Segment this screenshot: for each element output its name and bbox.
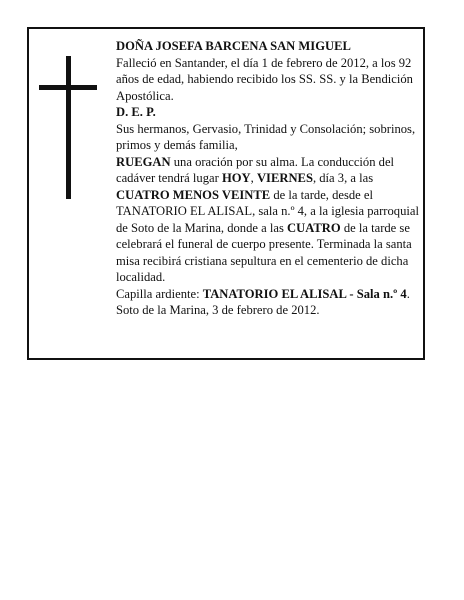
chapel-line — [116, 286, 420, 303]
death-info: Falleció en Santander, el día 1 de febrero de 2012, a los 92 años de edad, habiendo recibido los SS. SS. y la Bendición Apostólica. — [116, 55, 413, 103]
place-date: Soto de la Marina, 3 de febrero de 2012. — [116, 303, 320, 317]
cross-horizontal-bar — [39, 85, 97, 90]
obituary-notice — [27, 27, 425, 360]
cross-vertical-bar — [66, 56, 71, 199]
tanatorio-text: de la tarde, desde el TANATORIO EL ALISAL, sala n.º 4, a la iglesia parroquial de Soto de la Marina, donde a las — [116, 187, 419, 235]
deceased-name: DOÑA JOSEFA BARCENA SAN MIGUEL — [116, 39, 351, 53]
dep-line: D. E. P. — [116, 105, 156, 119]
conduction-time: CUATRO MENOS VEINTE — [116, 187, 271, 202]
family-line: Sus hermanos, Gervasio, Trinidad y Consolación; sobrinos, primos y demás familia, — [116, 121, 416, 152]
ruegan-word: RUEGAN — [116, 154, 171, 169]
ceremony-paragraph — [116, 154, 420, 286]
hoy-word: HOY — [221, 171, 251, 185]
funeral-time: CUATRO — [287, 220, 341, 235]
comma: , — [250, 171, 254, 185]
prayer-text: una oración por su alma. La conducción del cadáver tendrá lugar — [116, 154, 395, 185]
chapel-end: . — [406, 286, 410, 301]
cross-icon — [39, 56, 97, 199]
chapel-value: TANATORIO EL ALISAL - Sala n.º 4 — [202, 286, 407, 301]
notice-text — [116, 38, 420, 319]
viernes-word: VIERNES — [256, 171, 313, 185]
day-text: , día 3, a las — [312, 171, 374, 185]
chapel-label: Capilla ardiente: — [116, 286, 200, 301]
funeral-text: de la tarde se celebrará el funeral de cuerpo presente. Terminada la santa misa recibirá cristiana sepultura en el cementerio de dicha localidad. — [116, 220, 412, 284]
